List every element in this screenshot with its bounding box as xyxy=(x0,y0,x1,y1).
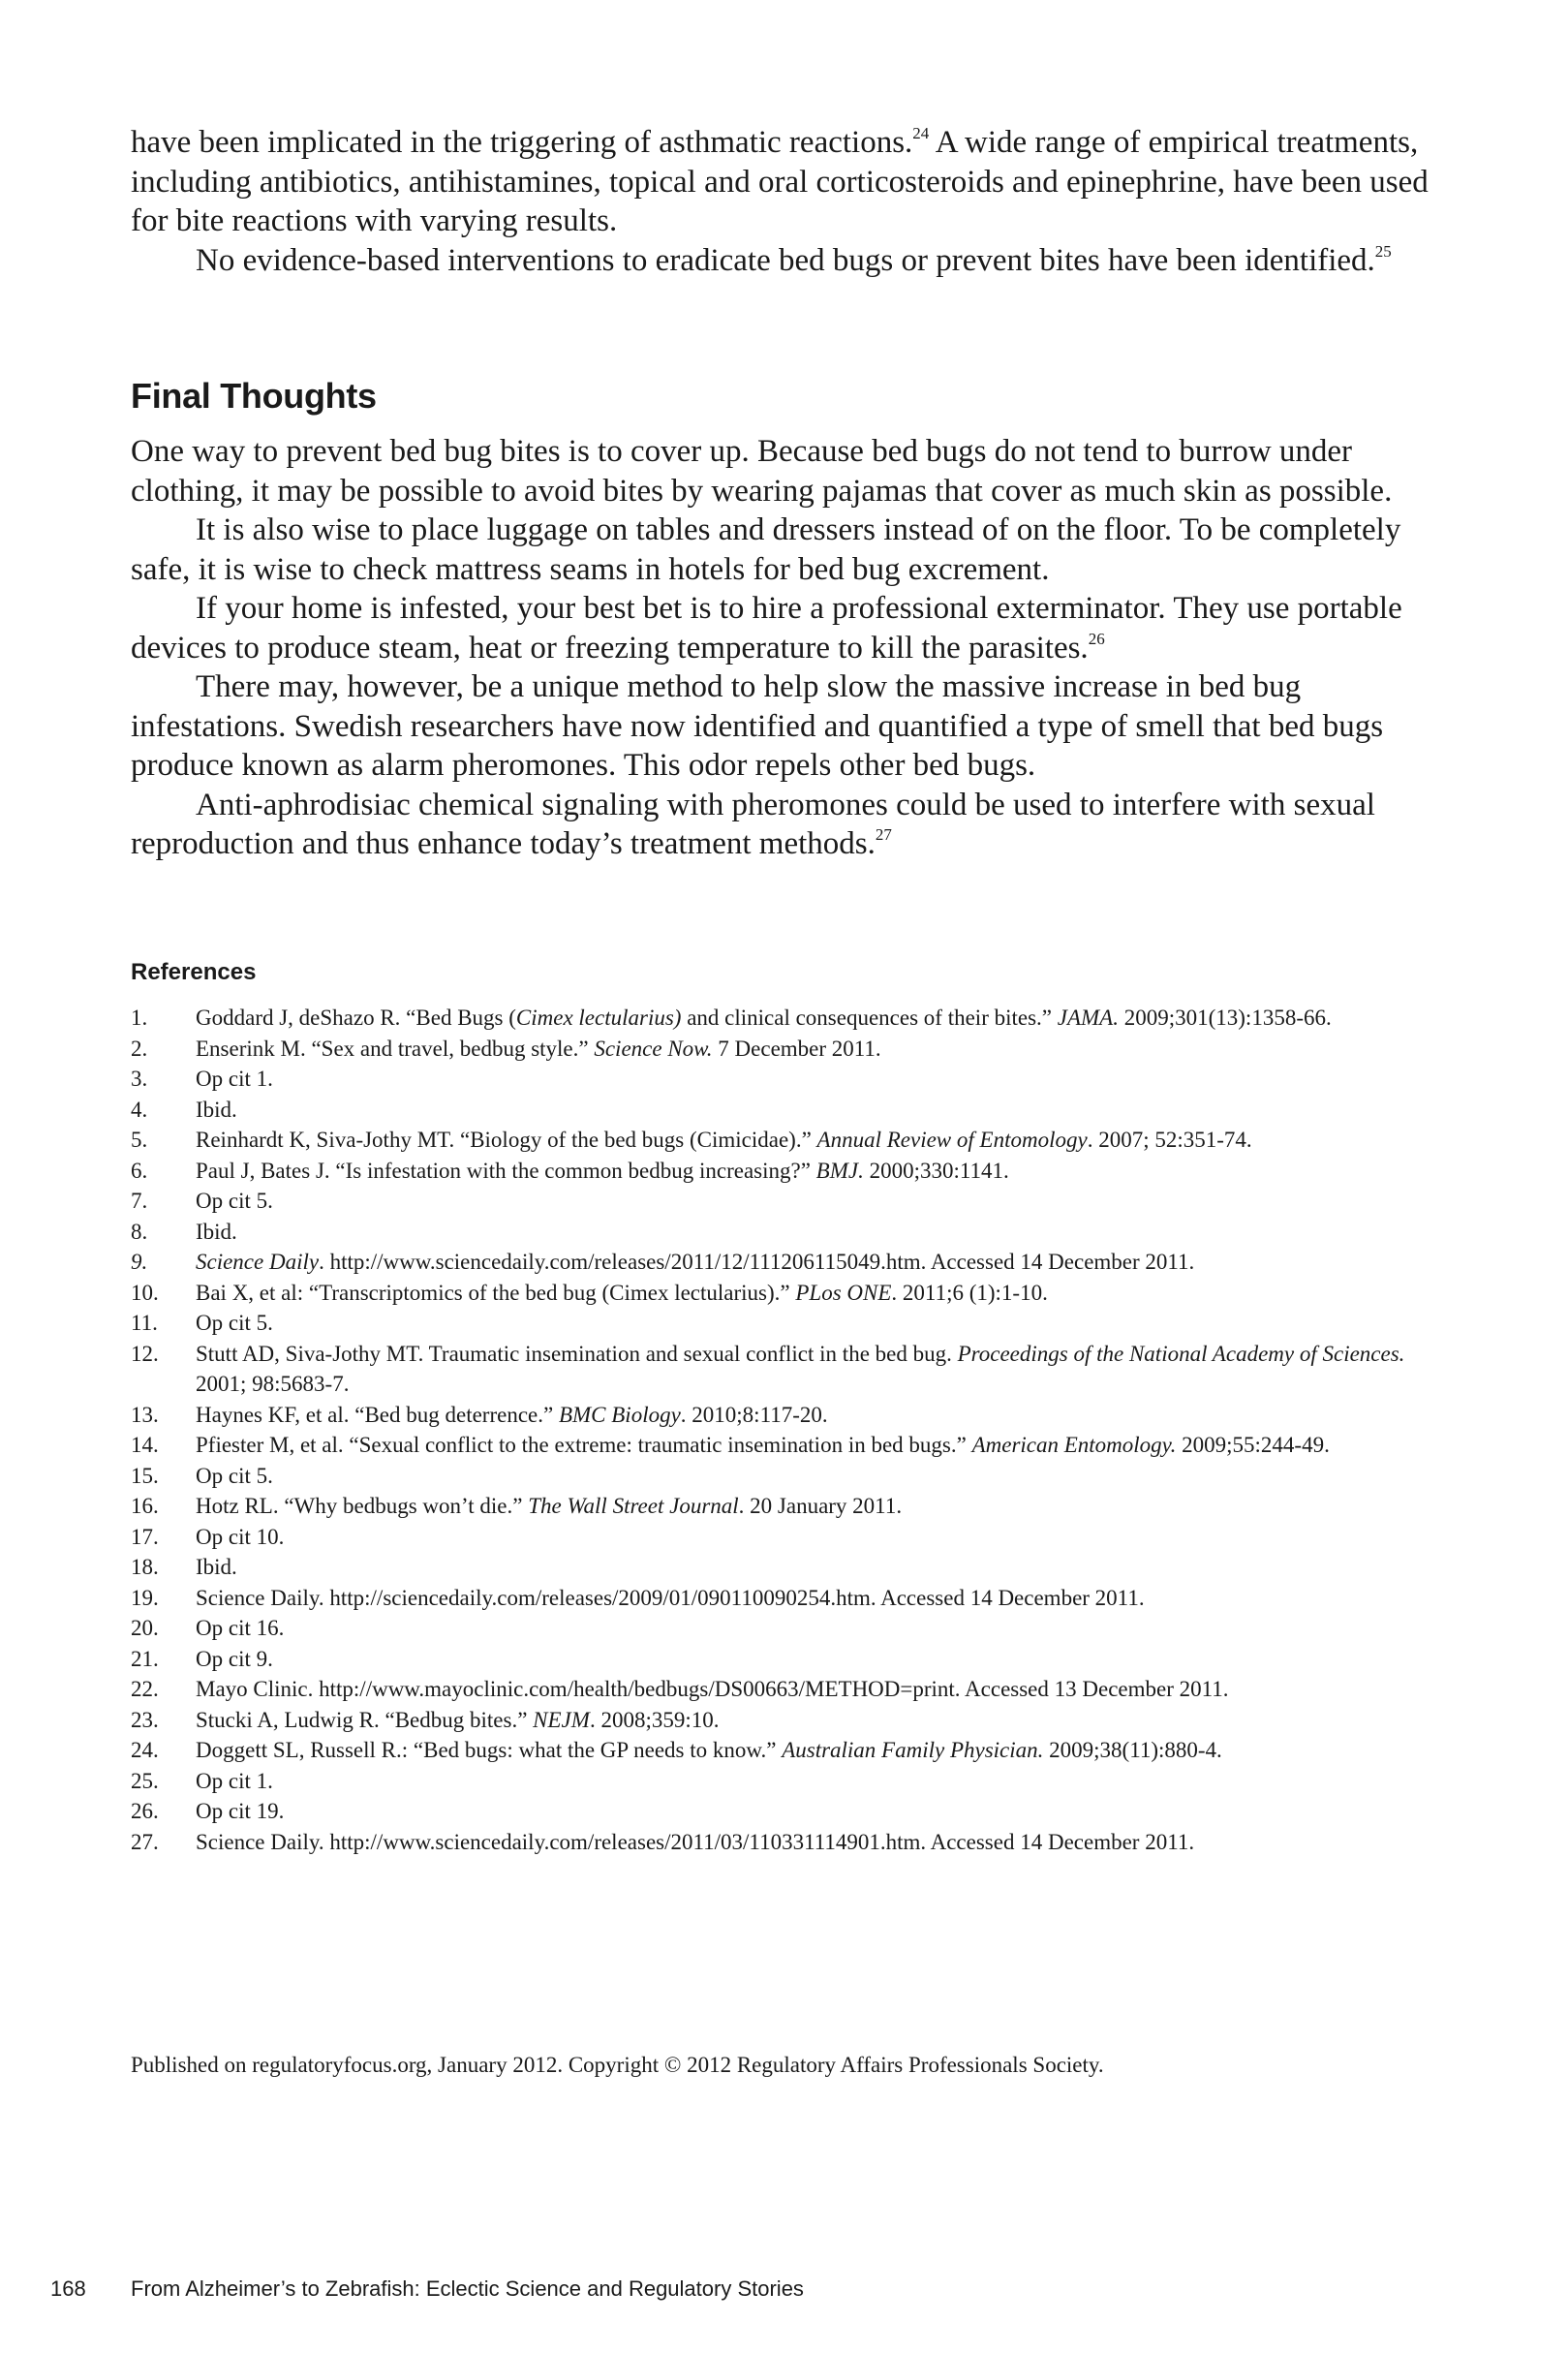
reference-source-title: Proceedings of the National Academy of Sciences. xyxy=(957,1341,1405,1366)
page-number: 168 xyxy=(50,2276,86,2301)
reference-source-title: Science Daily xyxy=(196,1250,320,1274)
reference-item xyxy=(131,1339,1453,1400)
reference-item xyxy=(131,1003,1453,1034)
reference-number: 6. xyxy=(131,1158,148,1183)
reference-text: Bai X, et al: “Transcriptomics of the bed bug (Cimex lectularius).” xyxy=(196,1280,796,1305)
publication-notice: Published on regulatoryfocus.org, January 2012. Copyright © 2012 Regulatory Affairs Professionals Society. xyxy=(131,2053,1104,2077)
reference-text: . 20 January 2011. xyxy=(738,1494,903,1518)
reference-source-title: NEJM xyxy=(533,1707,590,1732)
reference-number: 22. xyxy=(131,1677,159,1701)
reference-number: 5. xyxy=(131,1128,148,1152)
final-paragraph-5: Anti-aphrodisiac chemical signaling with pheromones could be used to interfere with sexual reproduction and thus enhance today’s treatment methods.$^{27}$ xyxy=(131,787,1375,861)
reference-text: Op cit 9. xyxy=(196,1646,273,1671)
book-title: From Alzheimer’s to Zebrafish: Eclectic Science and Regulatory Stories xyxy=(131,2276,804,2301)
final-thoughts-body xyxy=(131,432,1448,864)
reference-item xyxy=(131,1217,1453,1248)
reference-number: 13. xyxy=(131,1402,159,1427)
references-list xyxy=(131,1003,1453,1857)
intro-section xyxy=(131,123,1448,280)
reference-text: . 2008;359:10. xyxy=(589,1707,720,1732)
intro-paragraph-1: have been implicated in the triggering of asthmatic reactions.$^{24}$ A wide range of empirical treatments, including antibiotics, antihistamines, topical and oral corticosteroids and epinephrine, have been used for bite reactions with varying results. xyxy=(131,124,1429,238)
footnote-marker: 27 xyxy=(875,825,892,844)
intro-paragraph-2: No evidence-based interventions to eradicate bed bugs or prevent bites have been identified.$^{25}$ xyxy=(196,241,1392,278)
reference-text: 2001; 98:5683-7. xyxy=(196,1372,350,1396)
reference-number: 25. xyxy=(131,1768,159,1793)
reference-number: 2. xyxy=(131,1036,148,1061)
section-heading-final-thoughts: Final Thoughts xyxy=(131,376,377,416)
reference-text: . http://www.sciencedaily.com/releases/2011/12/111206115049.htm. Accessed 14 December 2011. xyxy=(319,1250,1195,1274)
reference-item xyxy=(131,1583,1453,1614)
reference-number: 17. xyxy=(131,1524,159,1549)
reference-item xyxy=(131,1674,1453,1705)
reference-text: Science Daily. http://www.sciencedaily.com/releases/2011/03/110331114901.htm. Accessed 14 December 2011. xyxy=(196,1829,1195,1854)
reference-text: Op cit 1. xyxy=(196,1067,273,1091)
reference-item xyxy=(131,1034,1453,1065)
reference-text: 2009;55:244-49. xyxy=(1176,1433,1330,1457)
reference-item xyxy=(131,1522,1453,1553)
reference-text: Op cit 1. xyxy=(196,1768,273,1793)
reference-item xyxy=(131,1552,1453,1583)
reference-number: 16. xyxy=(131,1494,159,1518)
reference-number: 15. xyxy=(131,1463,159,1488)
reference-source-title: American Entomology. xyxy=(971,1433,1177,1457)
final-paragraph-2: It is also wise to place luggage on tables and dressers instead of on the floor. To be completely safe, it is wise to check mattress seams in hotels for bed bug excrement. xyxy=(131,512,1401,587)
reference-item xyxy=(131,1308,1453,1339)
reference-item xyxy=(131,1461,1453,1492)
footnote-marker: 25 xyxy=(1374,241,1392,261)
reference-item xyxy=(131,1491,1453,1522)
footnote-marker: 24 xyxy=(912,124,930,142)
reference-text: Op cit 5. xyxy=(196,1463,273,1488)
reference-number: 19. xyxy=(131,1585,159,1610)
reference-number: 11. xyxy=(131,1311,158,1335)
reference-number: 1. xyxy=(131,1006,148,1030)
reference-text: Goddard J, deShazo R. “Bed Bugs ( xyxy=(196,1006,516,1030)
reference-item xyxy=(131,1644,1453,1675)
reference-source-title: Australian Family Physician. xyxy=(782,1738,1044,1762)
reference-text: Ibid. xyxy=(196,1555,237,1579)
reference-text: . 2007; 52:351-74. xyxy=(1087,1128,1252,1152)
reference-number: 7. xyxy=(131,1189,148,1213)
reference-text: Ibid. xyxy=(196,1219,237,1244)
reference-text: Stucki A, Ludwig R. “Bedbug bites.” xyxy=(196,1707,534,1732)
reference-text: 2009;38(11):880-4. xyxy=(1043,1738,1222,1762)
reference-number: 27. xyxy=(131,1829,159,1854)
final-paragraph-1: One way to prevent bed bug bites is to cover up. Because bed bugs do not tend to burrow under clothing, it may be possible to avoid bites by wearing pajamas that cover as much skin as possible. xyxy=(131,434,1393,509)
references-heading: References xyxy=(131,959,257,985)
reference-item xyxy=(131,1064,1453,1095)
reference-item xyxy=(131,1705,1453,1736)
reference-text: . 2010;8:117-20. xyxy=(680,1402,828,1427)
reference-text: Stutt AD, Siva-Jothy MT. Traumatic insemination and sexual conflict in the bed bug. xyxy=(196,1341,958,1366)
reference-item xyxy=(131,1400,1453,1431)
reference-item xyxy=(131,1278,1453,1309)
reference-text: Hotz RL. “Why bedbugs won’t die.” xyxy=(196,1494,529,1518)
reference-number: 20. xyxy=(131,1616,159,1640)
reference-text: Op cit 16. xyxy=(196,1616,285,1640)
reference-text: Enserink M. “Sex and travel, bedbug style.” xyxy=(196,1036,595,1061)
final-paragraph-3: If your home is infested, your best bet is to hire a professional exterminator. They use portable devices to produce steam, heat or freezing temperature to kill the parasites.$^{26}$ xyxy=(131,591,1402,666)
final-paragraph-4: There may, however, be a unique method to help slow the massive increase in bed bug infestations. Swedish researchers have now identified and quantified a type of smell that bed bugs produce known as alarm pheromones. This odor repels other bed bugs. xyxy=(131,669,1384,783)
reference-number: 26. xyxy=(131,1799,159,1823)
reference-source-title: JAMA. xyxy=(1057,1006,1119,1030)
reference-text: Op cit 5. xyxy=(196,1311,273,1335)
reference-number: 4. xyxy=(131,1097,148,1122)
reference-number: 8. xyxy=(131,1219,148,1244)
reference-text: 2009;301(13):1358-66. xyxy=(1118,1006,1332,1030)
reference-text: Ibid. xyxy=(196,1097,237,1122)
reference-item xyxy=(131,1247,1453,1278)
reference-source-title: BMC Biology xyxy=(558,1402,681,1427)
reference-source-title: PLos ONE xyxy=(795,1280,892,1305)
reference-text: Reinhardt K, Siva-Jothy MT. “Biology of the bed bugs (Cimicidae).” xyxy=(196,1128,817,1152)
reference-item xyxy=(131,1827,1453,1858)
reference-source-title: BMJ. xyxy=(815,1158,864,1183)
reference-source-title: Science Now. xyxy=(594,1036,713,1061)
reference-text: Op cit 10. xyxy=(196,1524,285,1549)
reference-item xyxy=(131,1125,1453,1156)
reference-number: 10. xyxy=(131,1280,159,1305)
reference-number: 14. xyxy=(131,1433,159,1457)
page-footer xyxy=(0,2276,1568,2306)
reference-item xyxy=(131,1735,1453,1766)
reference-item xyxy=(131,1796,1453,1827)
reference-text: Pfiester M, et al. “Sexual conflict to the extreme: traumatic insemination in bed bugs.” xyxy=(196,1433,972,1457)
reference-number: 23. xyxy=(131,1707,159,1732)
reference-item xyxy=(131,1766,1453,1797)
reference-text: and clinical consequences of their bites.” xyxy=(681,1006,1058,1030)
footnote-marker: 26 xyxy=(1088,629,1105,648)
reference-text: . 2011;6 (1):1-10. xyxy=(891,1280,1048,1305)
reference-number: 21. xyxy=(131,1646,159,1671)
reference-source-title: Annual Review of Entomology xyxy=(816,1128,1088,1152)
reference-item xyxy=(131,1095,1453,1126)
reference-item xyxy=(131,1430,1453,1461)
reference-number: 12. xyxy=(131,1341,159,1366)
reference-number: 18. xyxy=(131,1555,159,1579)
reference-text: Science Daily. http://sciencedaily.com/releases/2009/01/090110090254.htm. Accessed 14 December 2011. xyxy=(196,1585,1145,1610)
reference-source-title: The Wall Street Journal xyxy=(528,1494,739,1518)
reference-text: Paul J, Bates J. “Is infestation with the common bedbug increasing?” xyxy=(196,1158,816,1183)
reference-number: 3. xyxy=(131,1067,148,1091)
reference-text: 2000;330:1141. xyxy=(863,1158,1009,1183)
reference-item xyxy=(131,1156,1453,1187)
reference-text: Haynes KF, et al. “Bed bug deterrence.” xyxy=(196,1402,559,1427)
reference-number: 24. xyxy=(131,1738,159,1762)
reference-number: 9. xyxy=(131,1250,148,1274)
reference-text: 7 December 2011. xyxy=(712,1036,881,1061)
reference-text: Op cit 5. xyxy=(196,1189,273,1213)
reference-source-title: Cimex lectularius) xyxy=(515,1006,682,1030)
reference-text: Op cit 19. xyxy=(196,1799,285,1823)
reference-text: Doggett SL, Russell R.: “Bed bugs: what the GP needs to know.” xyxy=(196,1738,783,1762)
reference-item xyxy=(131,1613,1453,1644)
reference-item xyxy=(131,1186,1453,1217)
reference-text: Mayo Clinic. http://www.mayoclinic.com/health/bedbugs/DS00663/METHOD=print. Accessed 13 December 2011. xyxy=(196,1677,1229,1701)
